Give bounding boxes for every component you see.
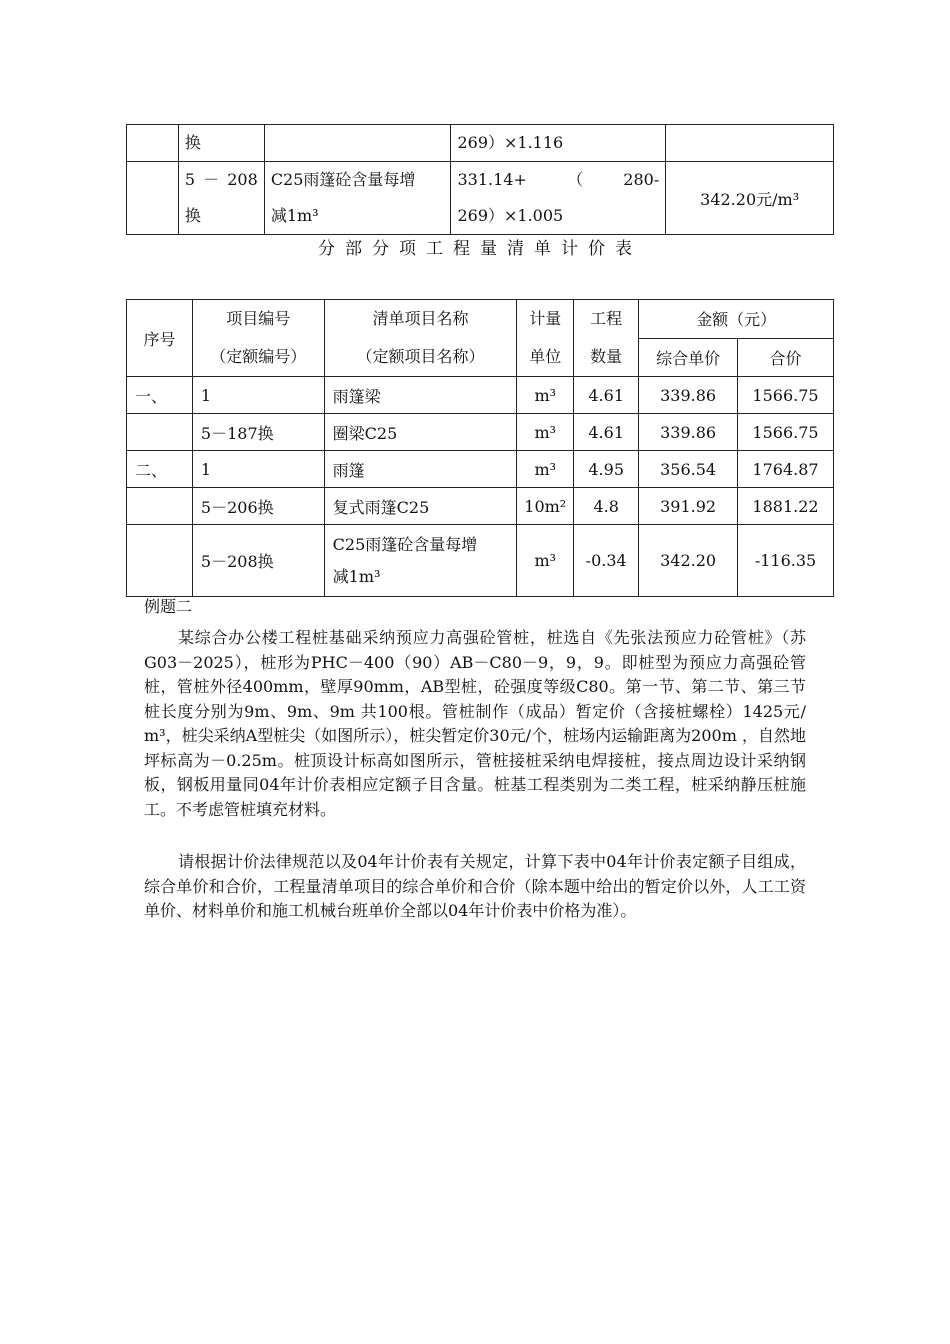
header-total: 合价 [738, 338, 834, 377]
price-cell: 342.20元/m³ [666, 162, 834, 235]
table-row [127, 162, 834, 235]
table-row: 二、 1 雨篷 m³ 4.95 356.54 1764.87 [127, 451, 834, 488]
header-code: 项目编号 （定额编号） [192, 300, 324, 377]
table-row: 5－206换 复式雨篷C25 10m² 4.8 391.92 1881.22 [127, 488, 834, 525]
quota-name-cell: C25雨篷砼含量每增 减1m³ [264, 162, 451, 235]
header-unit-price: 综合单价 [639, 338, 738, 377]
header-seq: 序号 [127, 300, 193, 377]
empty-cell [127, 162, 179, 235]
empty-cell [127, 125, 179, 162]
table-row: 5－208换 C25雨篷砼含量每增 减1m³ m³ -0.34 342.20 -116.35 [127, 525, 834, 597]
formula-cell: 269）×1.116 [451, 125, 666, 162]
table-row [127, 125, 834, 162]
quota-table-continued [126, 124, 834, 235]
table-row: 5－187换 圈梁C25 m³ 4.61 339.86 1566.75 [127, 414, 834, 451]
header-name: 清单项目名称 （定额项目名称） [324, 300, 517, 377]
table-row: 一、 1 雨篷梁 m³ 4.61 339.86 1566.75 [127, 377, 834, 414]
header-qty: 工程 数量 [574, 300, 639, 377]
quota-code-cell: 换 [178, 125, 264, 162]
header-amount: 金额（元） [639, 300, 834, 339]
header-row [127, 300, 834, 339]
quota-name-cell [264, 125, 451, 162]
problem-paragraph: 某综合办公楼工程桩基础采纳预应力高强砼管桩，桩选自《先张法预应力砼管桩》（苏G03－2025），桩形为PHC－400（90）AB－C80－9，9，9。即桩型为预应力高强砼管桩，管桩外径400mm，壁厚90mm，AB型桩，砼强度等级C80。第一节、第二节、第三节桩长度分别为9m、9m、9m 共100根。管桩制作（成品）暂定价（含接桩螺栓）1425元/ m³，桩尖采纳A型桩尖（如图所示），桩尖暂定价30元/个，桩场内运输距离为200m ，自然地坪标高为－0.25m。桩顶设计标高如图所示，管桩接桩采纳电焊接桩，接点周边设计采纳钢板，钢板用量同04年计价表相应定额子目含量。桩基工程类别为二类工程，桩采纳静压桩施工。不考虑管桩填充材料。 [144, 628, 806, 819]
quota-name-cell: C25雨篷砼含量每增 减1m³ [324, 525, 517, 597]
price-cell [666, 125, 834, 162]
quota-code-cell: 5 － 208 换 [178, 162, 264, 235]
header-unit: 计量 单位 [517, 300, 574, 377]
example-heading: 例题二 [144, 597, 193, 616]
table-title: 分部分项工程量清单计价表 [318, 239, 642, 259]
pricing-table [126, 299, 834, 597]
instruction-paragraph: 请根据计价法律规范以及04年计价表有关规定，计算下表中04年计价表定额子目组成，综合单价和合价，工程量清单项目的综合单价和合价（除本题中给出的暂定价以外，人工工资单价、材料单价和施工机械台班单价全部以04年计价表中价格为准）。 [144, 852, 806, 920]
formula-cell: 331.14+ （ 280- 269）×1.005 [451, 162, 666, 235]
